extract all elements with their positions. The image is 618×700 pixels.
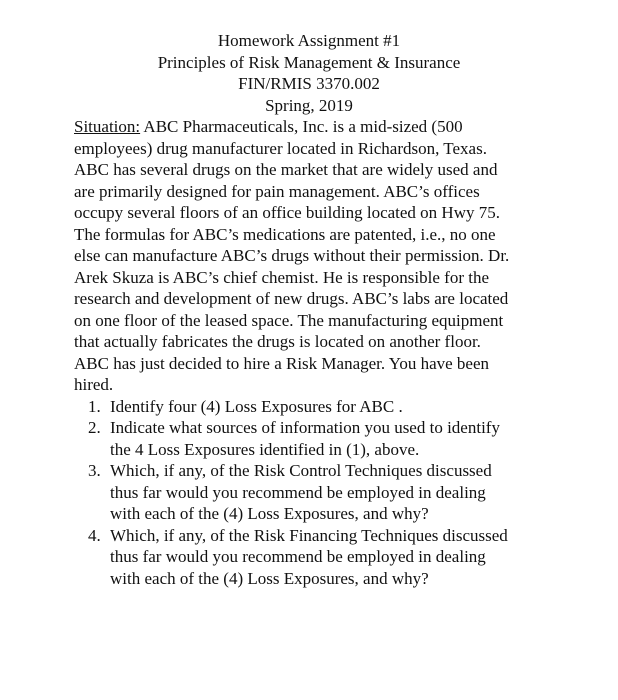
situation-line: employees) drug manufacturer located in Richardson, Texas. (74, 138, 487, 158)
situation-line: The formulas for ABC’s medications are patented, i.e., no one (74, 224, 496, 244)
situation-line: on one floor of the leased space. The manufacturing equipment (74, 310, 504, 330)
term: Spring, 2019 (265, 95, 353, 115)
situation-line: ABC has just decided to hire a Risk Manager. You have been (74, 353, 490, 373)
situation-line: hired. (74, 375, 114, 394)
question-number: 1. (88, 396, 101, 416)
homework-document (0, 30, 618, 589)
question-list (0, 396, 618, 590)
document-header (0, 30, 618, 116)
question-line: Indicate what sources of information you used to identify (110, 418, 500, 437)
course-code: FIN/RMIS 3370.002 (238, 74, 380, 93)
question-item (0, 417, 618, 460)
situation-line-text: ABC Pharmaceuticals, Inc. is a mid-sized (500 (140, 117, 463, 136)
question-item (0, 396, 618, 418)
question-number: 3. (88, 461, 101, 480)
situation-line: Arek Skuza is ABC’s chief chemist. He is responsible for the (74, 267, 490, 287)
question-line: with each of the (4) Loss Exposures, and why? (110, 568, 429, 588)
situation-paragraph (74, 116, 554, 396)
question-line: Which, if any, of the Risk Financing Techniques discussed (110, 525, 508, 545)
situation-line: are primarily designed for pain management. ABC’s offices (74, 181, 480, 201)
situation-line: occupy several floors of an office building located on Hwy 75. (74, 203, 500, 222)
situation-line (74, 116, 554, 138)
question-number: 4. (88, 525, 101, 545)
situation-line: ABC has several drugs on the market that are widely used and (74, 160, 498, 179)
course-name: Principles of Risk Management & Insurance (157, 52, 461, 72)
question-item (0, 460, 618, 525)
question-item (0, 525, 618, 590)
question-line: the 4 Loss Exposures identified in (1), above. (110, 439, 420, 459)
question-line: Which, if any, of the Risk Control Techniques discussed (110, 461, 492, 480)
question-number: 2. (88, 418, 101, 437)
situation-line: research and development of new drugs. ABC’s labs are located (74, 289, 509, 308)
question-line: thus far would you recommend be employed in dealing (110, 482, 486, 502)
situation-line: that actually fabricates the drugs is located on another floor. (74, 332, 481, 351)
question-line: thus far would you recommend be employed in dealing (110, 547, 486, 566)
question-line: with each of the (4) Loss Exposures, and why? (110, 504, 429, 523)
assignment-title: Homework Assignment #1 (217, 31, 401, 50)
question-line: Identify four (4) Loss Exposures for ABC . (110, 396, 403, 416)
situation-label: Situation: (74, 117, 141, 136)
situation-line: else can manufacture ABC’s drugs without their permission. Dr. (74, 246, 510, 265)
